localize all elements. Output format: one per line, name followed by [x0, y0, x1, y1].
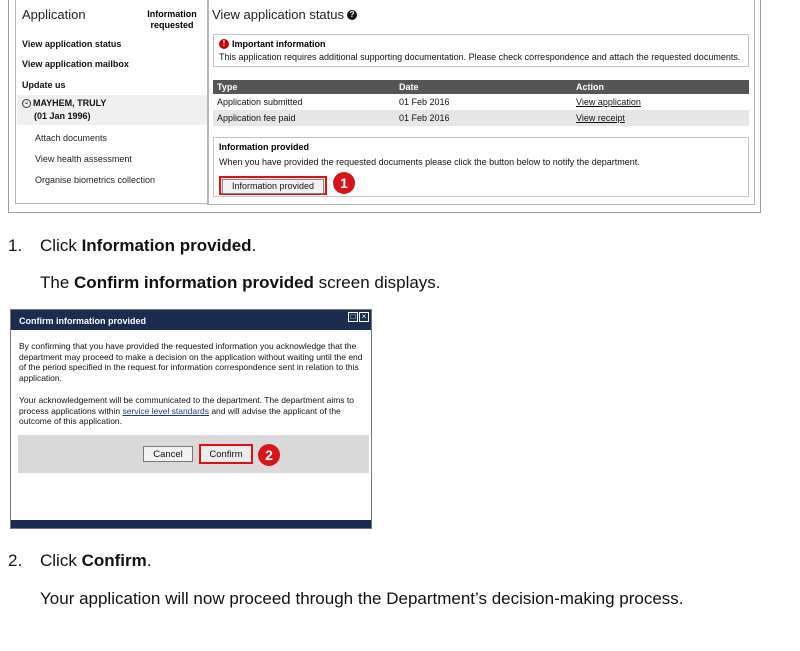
important-info-box: [213, 34, 749, 67]
left-navigation-pane: [15, 0, 209, 204]
cell-date: 01 Feb 2016: [395, 110, 572, 126]
view-receipt-link[interactable]: View receipt: [576, 113, 625, 123]
cancel-button[interactable]: Cancel: [143, 446, 193, 462]
table-header-row: [213, 80, 749, 94]
alert-icon: !: [219, 39, 229, 49]
step-text-bold: Confirm: [81, 551, 147, 570]
dialog-button-bar: [18, 435, 369, 473]
table-row: [213, 94, 749, 110]
app-title: Application: [22, 7, 86, 22]
application-status-screenshot: [8, 0, 761, 213]
nav-update-us[interactable]: Update us: [22, 80, 66, 90]
step-badge-1: 1: [333, 172, 355, 194]
closing-statement: Your application will now proceed through the Department’s decision-making process.: [40, 589, 684, 608]
page-title: View application status: [212, 7, 345, 22]
column-header-type: Type: [213, 80, 395, 94]
maximize-icon[interactable]: □: [348, 312, 358, 322]
dialog-paragraph-2: [19, 395, 369, 427]
chevron-down-icon: ⌄: [23, 99, 30, 106]
important-heading: Important information: [232, 39, 326, 49]
important-heading-row: [219, 39, 326, 49]
cell-type: Application fee paid: [213, 110, 395, 126]
dialog-paragraph-2-start: Your acknowledgement will be communicated to the department. The department aims to process applications within: [19, 395, 354, 416]
information-provided-button[interactable]: [219, 176, 327, 195]
step-1: [8, 236, 256, 256]
nav-attach-documents[interactable]: Attach documents: [35, 133, 108, 143]
close-icon[interactable]: ×: [359, 312, 369, 322]
column-header-action: Action: [572, 80, 749, 94]
step-2: [8, 551, 151, 571]
dialog-paragraph-1: By confirming that you have provided the requested information you acknowledge that the department may proceed to make a decision on the application without waiting until the end of the period specified in the request for information correspondence sent in relation to this application.: [19, 341, 363, 383]
nav-view-application-mailbox[interactable]: View application mailbox: [22, 59, 129, 69]
information-provided-button-label: Information provided: [222, 179, 324, 194]
table-row: [213, 110, 749, 126]
result-bold: Confirm information provided: [74, 273, 314, 292]
confirm-dialog: [10, 309, 372, 529]
cell-type: Application submitted: [217, 97, 303, 107]
nav-view-health-assessment[interactable]: View health assessment: [35, 154, 132, 164]
service-level-standards-link[interactable]: service level standards: [122, 405, 209, 416]
column-header-date: Date: [395, 80, 572, 94]
applicant-name: MAYHEM, TRULY: [33, 98, 107, 108]
result-prefix: The: [40, 273, 75, 292]
step-text-suffix: .: [251, 236, 257, 255]
application-events-table: [213, 80, 749, 126]
application-status-label: Information requested: [147, 9, 197, 30]
info-provided-heading: Information provided: [219, 142, 309, 152]
step-text-suffix: .: [146, 551, 152, 570]
step-text-bold: Information provided: [81, 236, 252, 255]
step-text-prefix: Click: [40, 236, 82, 255]
dialog-title: Confirm information provided: [11, 310, 371, 330]
important-text: This application requires additional supporting documentation. Please check correspondence and attach the requested documents.: [219, 52, 741, 62]
information-provided-box: [213, 137, 749, 197]
confirm-button[interactable]: Confirm: [199, 444, 253, 464]
step-1-result: [40, 273, 441, 293]
step-number: 1.: [8, 236, 23, 255]
result-suffix: screen displays.: [313, 273, 441, 292]
dialog-window-controls: [348, 312, 369, 322]
view-application-link[interactable]: View application: [576, 97, 641, 107]
question-icon[interactable]: ?: [347, 10, 357, 20]
applicant-dob: (01 Jan 1996): [34, 111, 91, 121]
dialog-paragraph-2-end: and will advise the applicant of the outcome of this application.: [19, 405, 341, 426]
status-page-heading: [212, 7, 357, 22]
applicant-toggle[interactable]: [22, 98, 106, 108]
dialog-footer-bar: [11, 520, 371, 528]
nav-view-application-status[interactable]: View application status: [22, 39, 122, 49]
nav-organise-biometrics[interactable]: Organise biometrics collection: [35, 175, 156, 185]
step-text-prefix: Click: [40, 551, 82, 570]
cell-date: 01 Feb 2016: [399, 97, 450, 107]
info-provided-text: When you have provided the requested documents please click the button below to notify the department.: [219, 157, 640, 167]
step-number: 2.: [8, 551, 23, 570]
step-badge-2: 2: [258, 444, 280, 466]
status-pane: [207, 0, 755, 205]
